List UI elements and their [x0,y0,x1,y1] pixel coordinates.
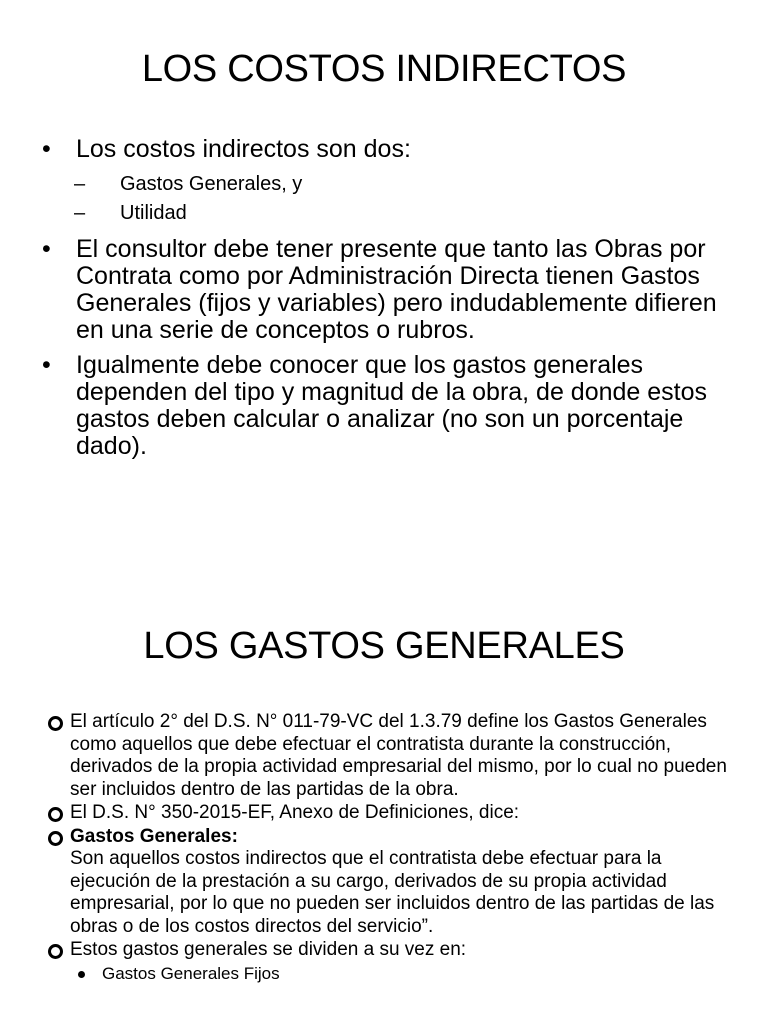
list-item [48,802,738,825]
list-item [40,136,740,228]
bullet-text: El D.S. N° 350-2015-EF, Anexo de Definiciones, dice: [70,802,520,823]
bullet-text: Igualmente debe conocer que los gastos generales dependen del tipo y magnitud de la obra, de donde estos gastos deben calcular o analizar (no son un porcentaje dado). [76,351,708,460]
list-item [48,939,738,962]
bullet-list [48,711,738,985]
bullet-dot-icon: • [42,351,51,379]
sub-item-text: Gastos Generales Fijos [102,963,280,983]
bullet-dot-icon: • [42,235,51,263]
list-item [48,826,738,939]
dash-bullet-icon: – [74,202,86,224]
filled-dot-icon [78,971,85,978]
bullet-dot-icon: • [42,135,51,163]
ring-bullet-icon [48,807,63,822]
ring-bullet-icon [48,716,63,731]
slide-title: LOS COSTOS INDIRECTOS [141,48,627,90]
sub-list-item [70,963,738,985]
sub-list-item [74,199,738,228]
slide-title: LOS GASTOS GENERALES [143,625,625,667]
list-item [48,711,738,801]
list-item [40,352,740,460]
bullet-text: Estos gastos generales se dividen a su vez en: [70,939,467,960]
slide-gastos-generales [0,512,768,1024]
dash-bullet-icon: – [74,173,86,195]
sub-item-text: Utilidad [120,202,187,224]
sub-item-text: Gastos Generales, y [120,173,303,195]
bullet-text: El consultor debe tener presente que tanto las Obras por Contrata como por Administración Directa tienen Gastos Generales (fijos y variables) pero indudablemente difieren en una serie de conceptos o rubros. [76,235,717,344]
bullet-text: El artículo 2° del D.S. N° 011-79-VC del 1.3.79 define los Gastos Generales como aquellos que debe efectuar el contratista durante la construcción, derivados de la propia actividad empresarial del mismo, por lo cual no pueden ser incluidos dentro de las partidas de la obra. [70,711,727,800]
bullet-text: Son aquellos costos indirectos que el contratista debe efectuar para la ejecución de la prestación a su cargo, derivados de su propia actividad empresarial, por lo que no pueden ser incluidos dentro de las partidas de las obras o de los costos directos del servicio”. [70,848,715,937]
bullet-text: Los costos indirectos son dos: [76,135,411,163]
sub-list-item [74,170,738,199]
definition-label: Gastos Generales: [70,825,238,847]
bullet-list [40,136,740,468]
ring-bullet-icon [48,944,63,959]
list-item [40,236,740,344]
ring-bullet-icon [48,831,63,846]
sub-list [76,170,740,228]
